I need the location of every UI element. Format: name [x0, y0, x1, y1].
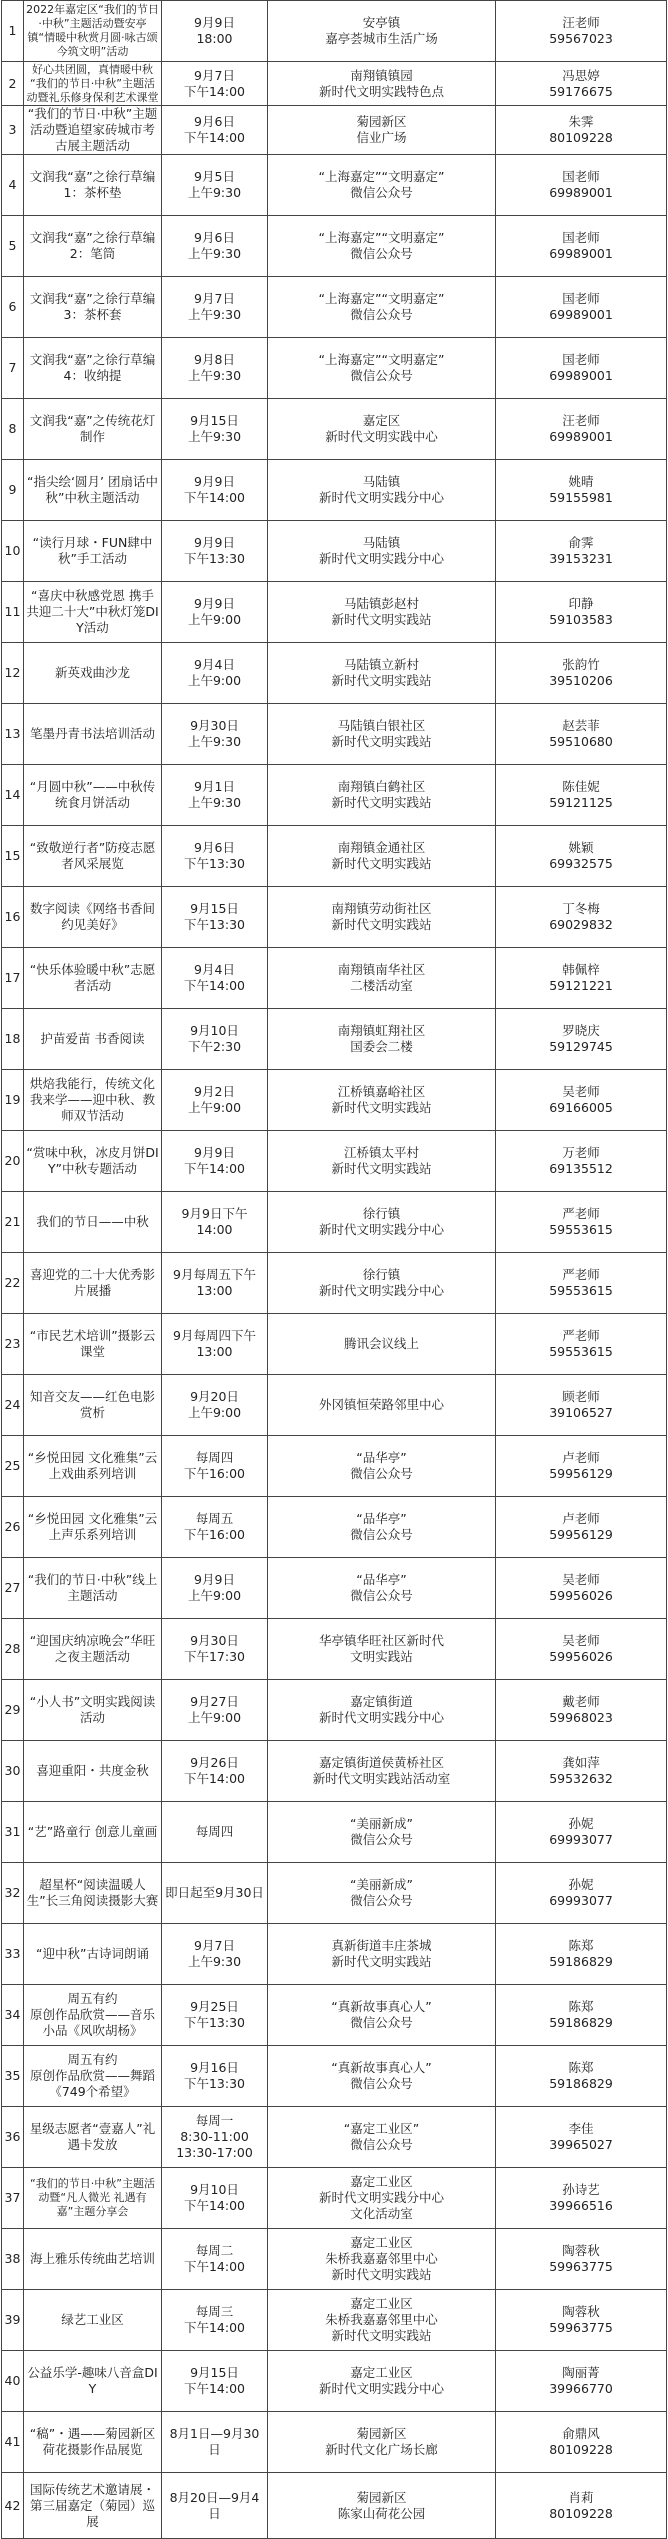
activity-title: “乡悦田园 文化雅集”云上声乐系列培训	[24, 1497, 162, 1558]
activity-title: 周五有约 原创作品欣赏——舞蹈《749个希望》	[24, 2046, 162, 2107]
activity-contact: 张韵竹 39510206	[496, 643, 667, 704]
activity-place: “美丽新成” 微信公众号	[268, 1863, 496, 1924]
table-row	[2, 1253, 667, 1314]
activity-contact: 严老师 59553615	[496, 1253, 667, 1314]
row-number: 14	[2, 765, 24, 826]
activity-place: 马陆镇 新时代文明实践分中心	[268, 521, 496, 582]
row-number: 7	[2, 338, 24, 399]
table-row	[2, 1, 667, 62]
activity-time: 9月6日 上午9:30	[162, 216, 268, 277]
table-row	[2, 1314, 667, 1375]
activity-time: 9月每周五下午 13:00	[162, 1253, 268, 1314]
activity-title: “迎中秋”古诗词朗诵	[24, 1924, 162, 1985]
activity-time: 9月15日 上午9:30	[162, 399, 268, 460]
activity-time: 8月20日—9月4日	[162, 2473, 268, 2539]
activity-place: 南翔镇南华社区 二楼活动室	[268, 948, 496, 1009]
activity-place: 嘉定镇街道 新时代文明实践分中心	[268, 1680, 496, 1741]
activity-time: 9月7日 上午9:30	[162, 1924, 268, 1985]
row-number: 25	[2, 1436, 24, 1497]
activity-title: 我们的节日——中秋	[24, 1192, 162, 1253]
table-body	[2, 1, 667, 2539]
table-row	[2, 1009, 667, 1070]
activity-contact: 吴老师 69166005	[496, 1070, 667, 1131]
activity-place: 嘉定工业区 朱桥我嘉嘉邻里中心 新时代文明实践站	[268, 2229, 496, 2290]
activity-time: 9月8日 上午9:30	[162, 338, 268, 399]
activity-contact: 卢老师 59956129	[496, 1436, 667, 1497]
activity-place: 嘉定区 新时代文明实践中心	[268, 399, 496, 460]
activity-place: 嘉定工业区 新时代文明实践分中心 文化活动室	[268, 2168, 496, 2229]
row-number: 1	[2, 1, 24, 62]
activity-title: 绿艺工业区	[24, 2290, 162, 2351]
activity-time: 9月2日 上午9:00	[162, 1070, 268, 1131]
activity-contact: 孙妮 69993077	[496, 1802, 667, 1863]
row-number: 34	[2, 1985, 24, 2046]
activity-title: “快乐体验暖中秋”志愿者活动	[24, 948, 162, 1009]
activity-contact: 戴老师 59968023	[496, 1680, 667, 1741]
activity-place: “美丽新成” 微信公众号	[268, 1802, 496, 1863]
activity-time: 9月16日 下午13:30	[162, 2046, 268, 2107]
activity-contact: 陶蓉秋 59963775	[496, 2229, 667, 2290]
activity-place: “真新故事真心人” 微信公众号	[268, 1985, 496, 2046]
activity-place: “品华亭” 微信公众号	[268, 1558, 496, 1619]
activity-time: 9月9日 上午9:00	[162, 1558, 268, 1619]
activity-title: 星级志愿者“壹嘉人”礼遇卡发放	[24, 2107, 162, 2168]
activity-title: 国际传统艺术邀请展・第三届嘉定（菊园）巡展	[24, 2473, 162, 2539]
activity-contact: 顾老师 39106527	[496, 1375, 667, 1436]
table-row	[2, 2412, 667, 2473]
activity-place: 嘉定镇街道侯黄桥社区 新时代文明实践站活动室	[268, 1741, 496, 1802]
activity-contact: 国老师 69989001	[496, 216, 667, 277]
activity-contact: 李佳 39965027	[496, 2107, 667, 2168]
table-row	[2, 1070, 667, 1131]
activity-time: 9月20日 上午9:00	[162, 1375, 268, 1436]
activity-time: 9月9日 上午9:00	[162, 582, 268, 643]
row-number: 8	[2, 399, 24, 460]
activity-contact: 罗晓庆 59129745	[496, 1009, 667, 1070]
activity-time: 9月10日 下午14:00	[162, 2168, 268, 2229]
activity-contact: 严老师 59553615	[496, 1192, 667, 1253]
activity-contact: 陶丽菁 39966770	[496, 2351, 667, 2412]
activity-place: “嘉定工业区” 微信公众号	[268, 2107, 496, 2168]
row-number: 20	[2, 1131, 24, 1192]
activity-contact: 汪老师 69989001	[496, 399, 667, 460]
activity-time: 每周四 下午16:00	[162, 1436, 268, 1497]
activity-contact: 陈郑 59186829	[496, 1985, 667, 2046]
activity-place: 徐行镇 新时代文明实践分中心	[268, 1192, 496, 1253]
activity-title: “我们的节日·中秋”主题活动暨“凡人微光 礼遇有嘉”主题分享会	[24, 2168, 162, 2229]
activity-title: “读行月球・FUN肆中秋”手工活动	[24, 521, 162, 582]
activity-title: “赏味中秋，冰皮月饼DIY”中秋专题活动	[24, 1131, 162, 1192]
row-number: 4	[2, 155, 24, 216]
activity-contact: 孙诗艺 39966516	[496, 2168, 667, 2229]
activity-place: 马陆镇彭赵村 新时代文明实践站	[268, 582, 496, 643]
table-row	[2, 460, 667, 521]
activity-place: 南翔镇白鹤社区 新时代文明实践站	[268, 765, 496, 826]
activity-time: 9月26日 下午14:00	[162, 1741, 268, 1802]
activity-time: 9月9日 18:00	[162, 1, 268, 62]
activity-contact: 国老师 69989001	[496, 277, 667, 338]
activity-contact: 印静 59103583	[496, 582, 667, 643]
table-row	[2, 2473, 667, 2539]
activity-contact: 龚如萍 59532632	[496, 1741, 667, 1802]
table-row	[2, 2046, 667, 2107]
row-number: 36	[2, 2107, 24, 2168]
activity-time: 9月10日 下午2:30	[162, 1009, 268, 1070]
activity-title: “小人书”文明实践阅读活动	[24, 1680, 162, 1741]
activity-time: 9月4日 上午9:00	[162, 643, 268, 704]
activity-place: “品华亭” 微信公众号	[268, 1436, 496, 1497]
activity-time: 9月6日 下午13:30	[162, 826, 268, 887]
activity-time: 9月9日 下午14:00	[162, 1131, 268, 1192]
activity-title: 2022年嘉定区“我们的节日·中秋”主题活动暨安亭镇“情暖中秋赏月圆·咏古颂今筑文明”活动	[24, 1, 162, 62]
activity-time: 9月30日 下午17:30	[162, 1619, 268, 1680]
activity-contact: 陈郑 59186829	[496, 2046, 667, 2107]
activity-title: 文润我“嘉”之徐行草编3：茶杯套	[24, 277, 162, 338]
table-row	[2, 1192, 667, 1253]
table-row	[2, 1131, 667, 1192]
activity-time: 9月5日 上午9:30	[162, 155, 268, 216]
activity-time: 9月1日 上午9:30	[162, 765, 268, 826]
activity-contact: 国老师 69989001	[496, 155, 667, 216]
table-row	[2, 948, 667, 1009]
activity-title: 海上雅乐传统曲艺培训	[24, 2229, 162, 2290]
row-number: 3	[2, 106, 24, 155]
activity-contact: 朱霁 80109228	[496, 106, 667, 155]
activity-contact: 姚晴 59155981	[496, 460, 667, 521]
activity-place: 嘉定工业区 朱桥我嘉嘉邻里中心 新时代文明实践站	[268, 2290, 496, 2351]
activity-place: 菊园新区 信业广场	[268, 106, 496, 155]
row-number: 12	[2, 643, 24, 704]
row-number: 37	[2, 2168, 24, 2229]
activity-time: 9月27日 上午9:00	[162, 1680, 268, 1741]
table-row	[2, 2168, 667, 2229]
activity-contact: 卢老师 59956129	[496, 1497, 667, 1558]
table-row	[2, 2351, 667, 2412]
activity-place: 江桥镇嘉峪社区 新时代文明实践站	[268, 1070, 496, 1131]
activity-place: “上海嘉定”“文明嘉定” 微信公众号	[268, 277, 496, 338]
activity-title: “月圆中秋”——中秋传统食月饼活动	[24, 765, 162, 826]
activity-contact: 俞鼎风 80109228	[496, 2412, 667, 2473]
table-row	[2, 1680, 667, 1741]
table-row	[2, 1497, 667, 1558]
row-number: 13	[2, 704, 24, 765]
row-number: 22	[2, 1253, 24, 1314]
activity-contact: 丁冬梅 69029832	[496, 887, 667, 948]
table-row	[2, 887, 667, 948]
row-number: 16	[2, 887, 24, 948]
activity-title: 文润我“嘉”之传统花灯制作	[24, 399, 162, 460]
activity-title: “市民艺术培训”摄影云课堂	[24, 1314, 162, 1375]
activity-time: 每周三 下午14:00	[162, 2290, 268, 2351]
activity-place: 马陆镇白银社区 新时代文明实践站	[268, 704, 496, 765]
row-number: 2	[2, 62, 24, 106]
activity-contact: 陈佳妮 59121125	[496, 765, 667, 826]
row-number: 15	[2, 826, 24, 887]
row-number: 6	[2, 277, 24, 338]
activity-place: 华亭镇华旺社区新时代 文明实践站	[268, 1619, 496, 1680]
row-number: 18	[2, 1009, 24, 1070]
activity-title: “喜庆中秋感党恩 携手共迎二十大”中秋灯笼DIY活动	[24, 582, 162, 643]
table-row	[2, 1375, 667, 1436]
activity-contact: 韩佩梓 59121221	[496, 948, 667, 1009]
activity-time: 每周五 下午16:00	[162, 1497, 268, 1558]
activity-title: 文润我“嘉”之徐行草编2：笔筒	[24, 216, 162, 277]
activity-time: 9月15日 下午13:30	[162, 887, 268, 948]
activity-title: 新英戏曲沙龙	[24, 643, 162, 704]
activity-title: “致敬逆行者”防疫志愿者风采展览	[24, 826, 162, 887]
activity-contact: 姚颖 69932575	[496, 826, 667, 887]
activity-place: 嘉定工业区 新时代文明实践分中心	[268, 2351, 496, 2412]
activity-time: 8月1日—9月30日	[162, 2412, 268, 2473]
table-row	[2, 62, 667, 106]
activity-place: 腾讯会议线上	[268, 1314, 496, 1375]
activity-place: 真新街道丰庄茶城 新时代文明实践站	[268, 1924, 496, 1985]
activity-place: “上海嘉定”“文明嘉定” 微信公众号	[268, 155, 496, 216]
activity-place: “真新故事真心人” 微信公众号	[268, 2046, 496, 2107]
row-number: 35	[2, 2046, 24, 2107]
activity-time: 9月7日 上午9:30	[162, 277, 268, 338]
table-row	[2, 1985, 667, 2046]
table-row	[2, 106, 667, 155]
activity-time: 9月7日 下午14:00	[162, 62, 268, 106]
activity-title: 公益乐学-趣味八音盒DIY	[24, 2351, 162, 2412]
activity-place: 南翔镇劳动街社区 新时代文明实践站	[268, 887, 496, 948]
table-row	[2, 521, 667, 582]
row-number: 10	[2, 521, 24, 582]
activity-title: 知音交友——红色电影赏析	[24, 1375, 162, 1436]
activity-table	[1, 0, 667, 2539]
activity-contact: 万老师 69135512	[496, 1131, 667, 1192]
row-number: 17	[2, 948, 24, 1009]
activity-time: 9月15日 下午14:00	[162, 2351, 268, 2412]
table-row	[2, 2290, 667, 2351]
table-row	[2, 277, 667, 338]
activity-time: 9月25日 下午13:30	[162, 1985, 268, 2046]
activity-contact: 陈郑 59186829	[496, 1924, 667, 1985]
table-row	[2, 643, 667, 704]
table-row	[2, 155, 667, 216]
activity-contact: 汪老师 59567023	[496, 1, 667, 62]
activity-time: 即日起至9月30日	[162, 1863, 268, 1924]
table-row	[2, 1436, 667, 1497]
row-number: 5	[2, 216, 24, 277]
activity-title: 笔墨丹青书法培训活动	[24, 704, 162, 765]
activity-place: 南翔镇虹翔社区 国委会二楼	[268, 1009, 496, 1070]
activity-title: “稿”・遇——菊园新区荷花摄影作品展览	[24, 2412, 162, 2473]
activity-contact: 严老师 59553615	[496, 1314, 667, 1375]
activity-title: 好心共团圆，真情暖中秋 “我们的节日·中秋”主题活动暨礼乐修身保利艺术课堂	[24, 62, 162, 106]
activity-title: 喜迎党的二十大优秀影片展播	[24, 1253, 162, 1314]
row-number: 42	[2, 2473, 24, 2539]
activity-contact: 国老师 69989001	[496, 338, 667, 399]
row-number: 11	[2, 582, 24, 643]
activity-time: 9月4日 下午14:00	[162, 948, 268, 1009]
row-number: 19	[2, 1070, 24, 1131]
activity-place: 徐行镇 新时代文明实践分中心	[268, 1253, 496, 1314]
activity-place: 南翔镇金通社区 新时代文明实践站	[268, 826, 496, 887]
activity-title: 护苗爱苗 书香阅读	[24, 1009, 162, 1070]
row-number: 38	[2, 2229, 24, 2290]
row-number: 28	[2, 1619, 24, 1680]
table-row	[2, 704, 667, 765]
activity-title: “我们的节日·中秋”线上主题活动	[24, 1558, 162, 1619]
table-row	[2, 1558, 667, 1619]
activity-contact: 赵芸菲 59510680	[496, 704, 667, 765]
table-row	[2, 1619, 667, 1680]
activity-title: 超星杯“阅读温暖人生”长三角阅读摄影大赛	[24, 1863, 162, 1924]
table-row	[2, 765, 667, 826]
activity-time: 9月9日 下午14:00	[162, 460, 268, 521]
activity-place: “上海嘉定”“文明嘉定” 微信公众号	[268, 338, 496, 399]
row-number: 39	[2, 2290, 24, 2351]
table-row	[2, 826, 667, 887]
activity-contact: 冯思婷 59176675	[496, 62, 667, 106]
activity-contact: 吴老师 59956026	[496, 1619, 667, 1680]
table-row	[2, 2229, 667, 2290]
activity-title: “指尖绘‘圆月’ 团扇话中秋”中秋主题活动	[24, 460, 162, 521]
activity-contact: 陶蓉秋 59963775	[496, 2290, 667, 2351]
table-row	[2, 582, 667, 643]
activity-title: “乡悦田园 文化雅集”云上戏曲系列培训	[24, 1436, 162, 1497]
activity-title: 文润我“嘉”之徐行草编1：茶杯垫	[24, 155, 162, 216]
activity-time: 9月30日 上午9:30	[162, 704, 268, 765]
activity-place: 南翔镇镇园 新时代文明实践特色点	[268, 62, 496, 106]
activity-place: 安亭镇 嘉亭荟城市生活广场	[268, 1, 496, 62]
row-number: 30	[2, 1741, 24, 1802]
activity-title: 数字阅读《网络书香间约见美好》	[24, 887, 162, 948]
activity-time: 每周二 下午14:00	[162, 2229, 268, 2290]
activity-time: 9月6日 下午14:00	[162, 106, 268, 155]
activity-time: 9月9日 下午13:30	[162, 521, 268, 582]
activity-contact: 孙妮 69993077	[496, 1863, 667, 1924]
activity-title: “艺”路童行 创意儿童画	[24, 1802, 162, 1863]
table-row	[2, 1802, 667, 1863]
row-number: 26	[2, 1497, 24, 1558]
activity-title: 烘焙我能行，传统文化我来学——迎中秋、教师双节活动	[24, 1070, 162, 1131]
activity-place: “品华亭” 微信公众号	[268, 1497, 496, 1558]
row-number: 21	[2, 1192, 24, 1253]
table-row	[2, 1863, 667, 1924]
activity-title: 喜迎重阳・共度金秋	[24, 1741, 162, 1802]
activity-title: “迎国庆纳凉晚会”华旺之夜主题活动	[24, 1619, 162, 1680]
row-number: 24	[2, 1375, 24, 1436]
activity-contact: 俞霁 39153231	[496, 521, 667, 582]
activity-place: 马陆镇 新时代文明实践分中心	[268, 460, 496, 521]
row-number: 33	[2, 1924, 24, 1985]
row-number: 23	[2, 1314, 24, 1375]
row-number: 9	[2, 460, 24, 521]
table-row	[2, 216, 667, 277]
activity-place: “上海嘉定”“文明嘉定” 微信公众号	[268, 216, 496, 277]
activity-place: 外冈镇恒荣路邻里中心	[268, 1375, 496, 1436]
row-number: 40	[2, 2351, 24, 2412]
row-number: 32	[2, 1863, 24, 1924]
activity-title: 文润我“嘉”之徐行草编4：收纳提	[24, 338, 162, 399]
table-row	[2, 1741, 667, 1802]
activity-contact: 肖莉 80109228	[496, 2473, 667, 2539]
table-row	[2, 1924, 667, 1985]
activity-place: 马陆镇立新村 新时代文明实践站	[268, 643, 496, 704]
activity-time: 9月9日下午 14:00	[162, 1192, 268, 1253]
row-number: 31	[2, 1802, 24, 1863]
activity-place: 菊园新区 陈家山荷花公园	[268, 2473, 496, 2539]
activity-place: 菊园新区 新时代文化广场长廊	[268, 2412, 496, 2473]
activity-time: 每周四	[162, 1802, 268, 1863]
table-row	[2, 2107, 667, 2168]
activity-title: 周五有约 原创作品欣赏——音乐小品《风吹胡杨》	[24, 1985, 162, 2046]
row-number: 41	[2, 2412, 24, 2473]
activity-time: 9月每周四下午 13:00	[162, 1314, 268, 1375]
activity-title: “我们的节日·中秋”主题活动暨追望家砖城市考古展主题活动	[24, 106, 162, 155]
table-row	[2, 399, 667, 460]
activity-contact: 吴老师 59956026	[496, 1558, 667, 1619]
activity-time: 每周一 8:30-11:00 13:30-17:00	[162, 2107, 268, 2168]
activity-place: 江桥镇太平村 新时代文明实践站	[268, 1131, 496, 1192]
table-row	[2, 338, 667, 399]
row-number: 27	[2, 1558, 24, 1619]
row-number: 29	[2, 1680, 24, 1741]
